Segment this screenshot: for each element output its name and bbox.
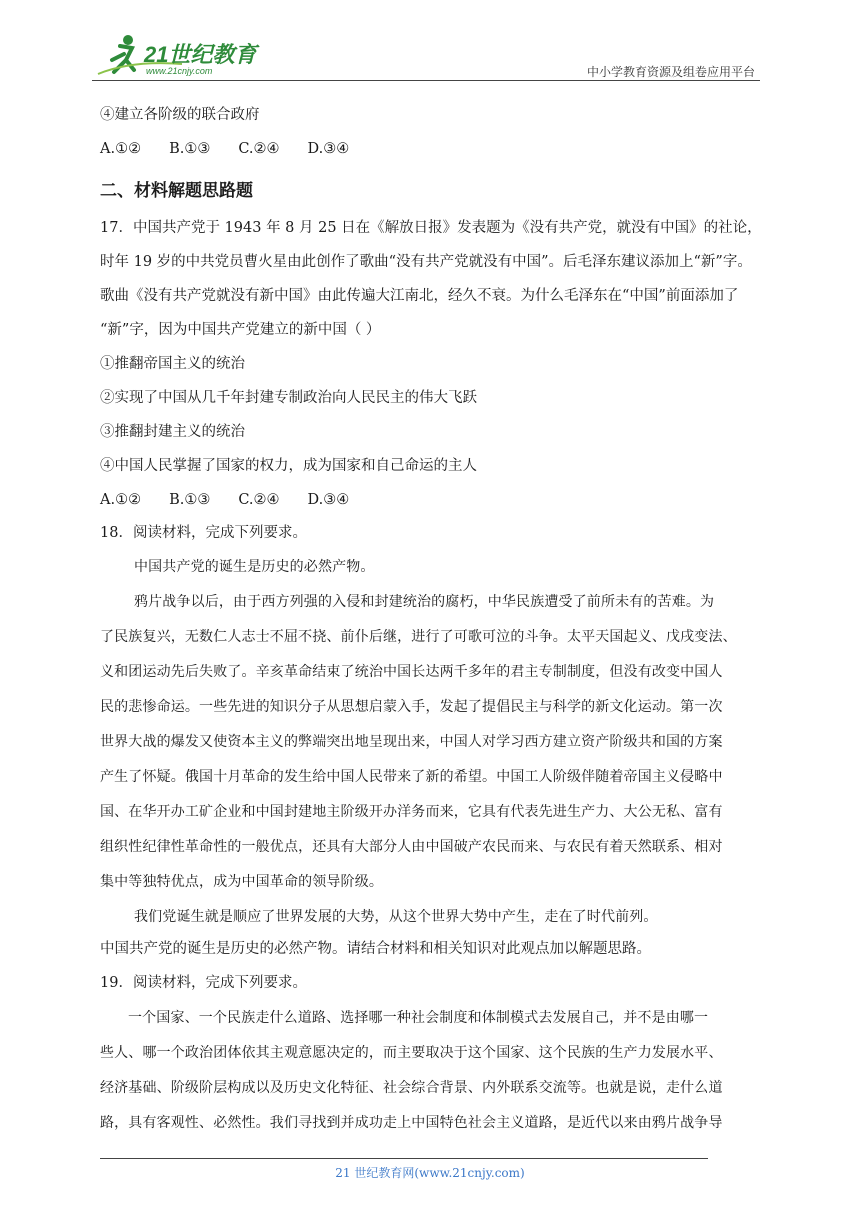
q18-material-line: 义和团运动先后失败了。辛亥革命结束了统治中国长达两千多年的君主专制制度，但没有改变中国人 — [100, 664, 723, 680]
q18-material-line: 国、在华开办工矿企业和中国封建地主阶级开办洋务而来，它具有代表先进生产力、大公无私、富有 — [100, 804, 723, 820]
section-heading: 二、材料解题思路题 — [100, 181, 253, 201]
q19-material-line: 经济基础、阶级阶层构成以及历史文化特征、社会综合背景、内外联系交流等。也就是说，走什么道 — [100, 1080, 723, 1096]
q18-material-line: 我们党诞生就是顺应了世界发展的大势，从这个世界大势中产生，走在了时代前列。 — [134, 909, 658, 925]
q16-option-c[interactable]: C.②④ — [238, 141, 280, 157]
q18-question: 中国共产党的诞生是历史的必然产物。请结合材料和相关知识对此观点加以解题思路。 — [100, 941, 651, 957]
footer-divider — [100, 1158, 708, 1159]
q18-material-line: 了民族复兴，无数仁人志士不屈不挠、前仆后继，进行了可歌可泣的斗争。太平天国起义、戊戌变法、 — [100, 629, 737, 645]
q19-material-line: 些人、哪一个政治团体依其主观意愿决定的，而主要取决于这个国家、这个民族的生产力发展水平、 — [100, 1045, 723, 1061]
q17-line: 17．中国共产党于 1943 年 8 月 25 日在《解放日报》发表题为《没有共产党，就没有中国》的社论， — [100, 220, 762, 236]
q17-line: “新”字，因为中国共产党建立的新中国（ ） — [100, 322, 381, 338]
q17-option-c[interactable]: C.②④ — [238, 492, 280, 508]
q19-material-line: 一个国家、一个民族走什么道路、选择哪一种社会制度和体制模式去发展自己，并不是由哪一 — [128, 1010, 709, 1026]
site-logo — [92, 30, 262, 80]
q17-item: ④中国人民掌握了国家的权力，成为国家和自己命运的主人 — [100, 458, 477, 474]
q16-option-d[interactable]: D.③④ — [307, 141, 350, 157]
q17-options — [100, 490, 377, 510]
header-divider — [92, 80, 760, 81]
q16-option-a[interactable]: A.①② — [100, 141, 142, 157]
q18-material-line: 组织性纪律性革命性的一般优点，还具有大部分人由中国破产农民而来、与农民有着天然联系、相对 — [100, 839, 723, 855]
q17-option-b[interactable]: B.①③ — [169, 492, 211, 508]
q17-item: ③推翻封建主义的统治 — [100, 424, 245, 440]
q17-line: 歌曲《没有共产党就没有新中国》由此传遍大江南北，经久不衰。为什么毛泽东在“中国”前面添加了 — [100, 288, 739, 304]
q18-material-line: 集中等独特优点，成为中国革命的领导阶级。 — [100, 874, 383, 890]
q19-stem: 19．阅读材料，完成下列要求。 — [100, 975, 307, 991]
platform-name: 中小学教育资源及组卷应用平台 — [586, 65, 755, 79]
q18-material-line: 民的悲惨命运。一些先进的知识分子从思想启蒙入手，发起了提倡民主与科学的新文化运动。第一次 — [100, 699, 723, 715]
q16-options — [100, 139, 377, 159]
q18-material-line: 产生了怀疑。俄国十月革命的发生给中国人民带来了新的希望。中国工人阶级伴随着帝国主义侵略中 — [100, 769, 723, 785]
q18-material-line: 中国共产党的诞生是历史的必然产物。 — [134, 559, 375, 575]
q18-stem: 18．阅读材料，完成下列要求。 — [100, 525, 307, 541]
svg-text:21世纪教育: 21世纪教育 — [144, 42, 257, 67]
q17-option-d[interactable]: D.③④ — [307, 492, 350, 508]
q17-line: 时年 19 岁的中共党员曹火星由此创作了歌曲“没有共产党就没有中国”。后毛泽东建议添加上“新”字。 — [100, 254, 752, 270]
footer-link[interactable]: 21 世纪教育网(www.21cnjy.com) — [335, 1166, 525, 1180]
q16-option-b[interactable]: B.①③ — [169, 141, 211, 157]
runner-logo-icon — [92, 30, 262, 80]
q18-material-line: 世界大战的爆发又使资本主义的弊端突出地呈现出来，中国人对学习西方建立资产阶级共和国的方案 — [100, 734, 723, 750]
q17-item: ②实现了中国从几千年封建专制政治向人民民主的伟大飞跃 — [100, 390, 477, 406]
svg-text:www.21cnjy.com: www.21cnjy.com — [146, 66, 213, 76]
q19-material-line: 路，具有客观性、必然性。我们寻找到并成功走上中国特色社会主义道路，是近代以来由鸦片战争导 — [100, 1115, 723, 1131]
q17-item: ①推翻帝国主义的统治 — [100, 356, 245, 372]
q18-material-line: 鸦片战争以后，由于西方列强的入侵和封建统治的腐朽，中华民族遭受了前所未有的苦难。为 — [134, 594, 715, 610]
q16-item-4: ④建立各阶级的联合政府 — [100, 107, 260, 123]
q17-option-a[interactable]: A.①② — [100, 492, 142, 508]
